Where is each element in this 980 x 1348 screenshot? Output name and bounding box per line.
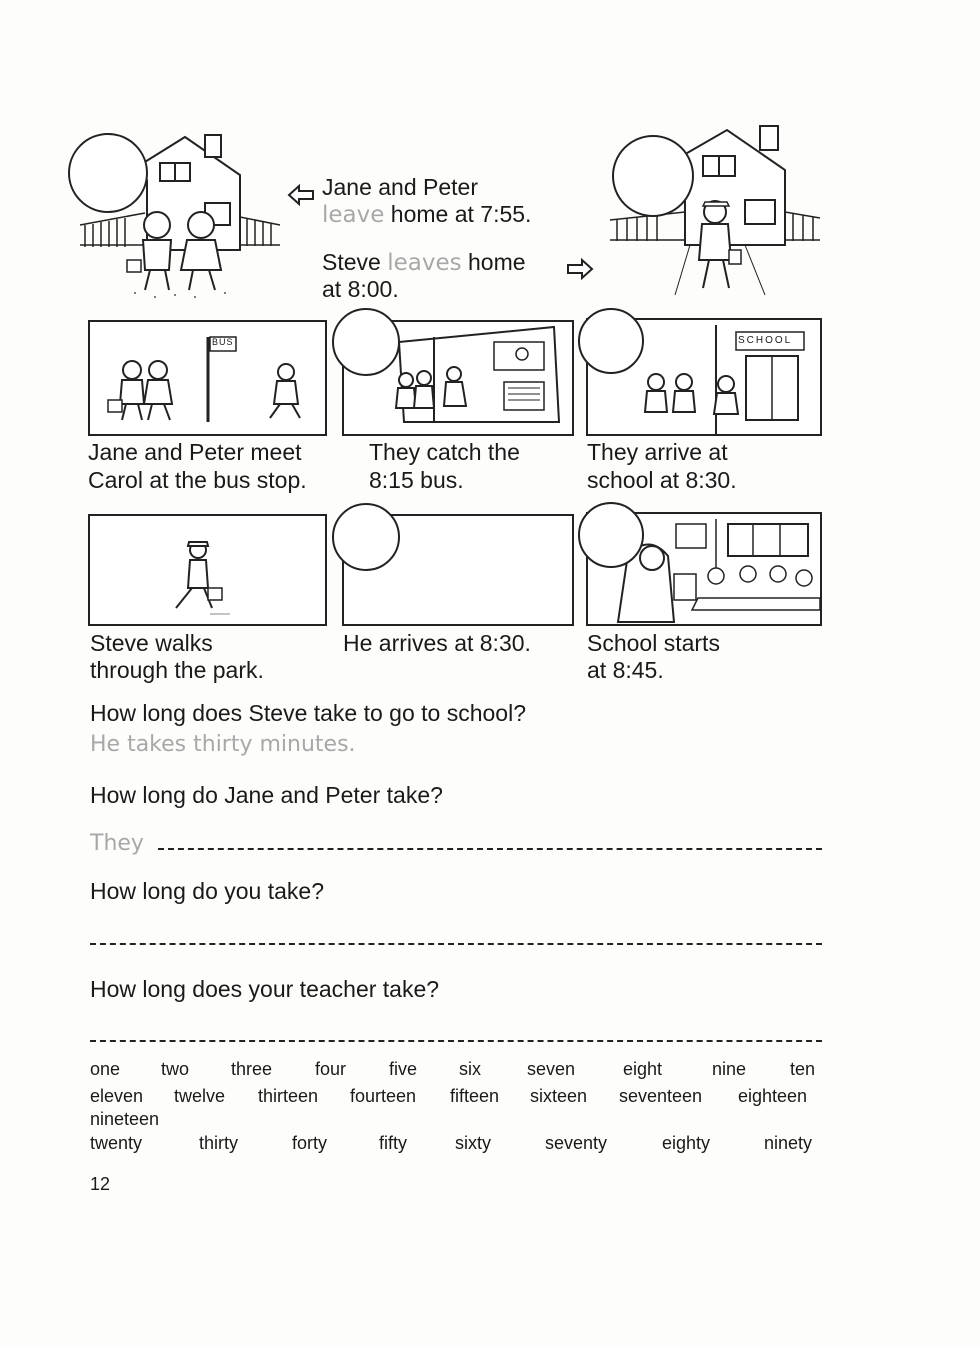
page-number: 12 <box>90 1174 111 1194</box>
number-word: twenty <box>90 1133 143 1153</box>
panel-bus-stop <box>88 320 327 436</box>
number-word: ninety <box>764 1133 813 1153</box>
clock-icon <box>578 308 644 374</box>
number-word: forty <box>292 1133 328 1153</box>
number-word: twelve <box>174 1086 226 1106</box>
arrow-left-icon <box>287 184 315 206</box>
question-1: How long does Steve take to go to school? <box>90 700 527 726</box>
steve-line1 <box>322 248 526 277</box>
number-word: fifty <box>379 1133 408 1153</box>
jane-line1: Jane and Peter <box>322 174 479 200</box>
jane-rest: home at 7:55. <box>390 201 532 227</box>
jane-line2 <box>322 200 531 229</box>
clock-icon <box>332 308 400 376</box>
panel-1-caption-line1: Jane and Peter meet <box>88 439 302 465</box>
bus-sign-label: BUS <box>212 337 234 347</box>
number-word: ten <box>790 1059 816 1079</box>
question-3: How long do you take? <box>90 878 324 904</box>
panel-2-caption-line1: They catch the <box>369 439 520 465</box>
answer-4-line[interactable] <box>90 1040 822 1042</box>
clock-icon <box>332 503 400 571</box>
steve-rest: home <box>468 249 526 275</box>
steve-name: Steve <box>322 249 381 275</box>
panel-3-caption-line1: They arrive at <box>587 439 728 465</box>
answer-2-traced: They <box>90 831 144 856</box>
clock-icon <box>68 133 148 213</box>
steve-verb-traced: leaves <box>387 250 462 276</box>
number-word: fourteen <box>350 1086 417 1106</box>
number-word: nine <box>712 1059 747 1079</box>
clock-icon <box>578 502 644 568</box>
question-2: How long do Jane and Peter take? <box>90 782 443 808</box>
panel-6-caption-line2: at 8:45. <box>587 657 664 683</box>
number-word: thirty <box>199 1133 239 1153</box>
number-word: eight <box>623 1059 663 1079</box>
arrow-right-icon <box>566 258 594 280</box>
answer-1-traced: He takes thirty minutes. <box>90 732 356 757</box>
question-4: How long does your teacher take? <box>90 976 440 1002</box>
number-word: sixty <box>455 1133 491 1153</box>
number-word: eleven <box>90 1086 144 1106</box>
number-word: two <box>161 1059 190 1079</box>
panel-3-caption-line2: school at 8:30. <box>587 467 737 493</box>
panel-1-caption-line2: Carol at the bus stop. <box>88 467 307 493</box>
clock-icon <box>612 135 694 217</box>
panel-5-caption-line1: He arrives at 8:30. <box>343 630 531 656</box>
answer-3-line[interactable] <box>90 943 822 945</box>
number-word: six <box>459 1059 481 1079</box>
panel-2-caption-line2: 8:15 bus. <box>369 467 464 493</box>
number-word: sixteen <box>530 1086 588 1106</box>
number-word: one <box>90 1059 121 1079</box>
number-word: seven <box>527 1059 576 1079</box>
number-word: seventeen <box>619 1086 703 1106</box>
number-word: eighteen <box>738 1086 808 1106</box>
steve-line2: at 8:00. <box>322 276 399 302</box>
number-word: five <box>389 1059 418 1079</box>
number-word: fifteen <box>450 1086 500 1106</box>
school-sign-label: SCHOOL <box>738 335 793 346</box>
answer-2-line[interactable] <box>158 848 822 850</box>
number-word: thirteen <box>258 1086 319 1106</box>
number-word: seventy <box>545 1133 608 1153</box>
panel-4-caption-line2: through the park. <box>90 657 264 683</box>
number-word: three <box>231 1059 273 1079</box>
jane-verb-traced: leave <box>322 202 385 228</box>
number-word: four <box>315 1059 347 1079</box>
number-word: eighty <box>662 1133 711 1153</box>
number-word: nineteen <box>90 1109 160 1129</box>
panel-steve-walks <box>88 514 327 626</box>
panel-4-caption-line1: Steve walks <box>90 630 213 656</box>
panel-6-caption-line1: School starts <box>587 630 720 656</box>
